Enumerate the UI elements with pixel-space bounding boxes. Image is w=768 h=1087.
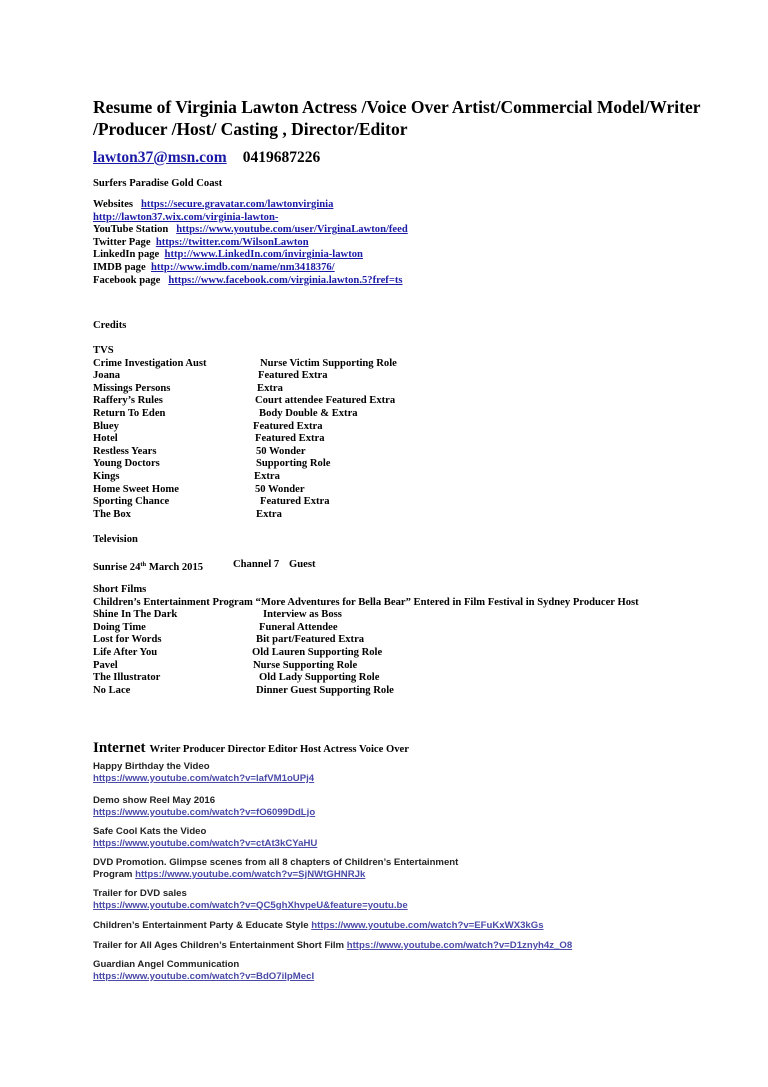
video-item [93,888,408,911]
credit-role: Court attendee Featured Extra [255,395,396,407]
film-row [93,634,639,647]
feature-line: Children’s Entertainment Program “More Adventures for Bella Bear” Entered in Film Festival in Sydney Producer Host [93,596,639,608]
credit-title: Home Sweet Home [93,483,179,495]
video-link[interactable]: https://www.youtube.com/watch?v=lafVM1oUPj4 [93,772,315,784]
gravatar-link[interactable]: https://secure.gravatar.com/lawtonvirginia [140,199,334,210]
video-item-inline [93,940,572,952]
video-item [93,795,315,818]
phone-number: 0419687226 [242,149,321,166]
credit-role: Featured Extra [260,496,330,508]
credit-role: Body Double & Extra [259,407,358,419]
credit-title: Sporting Chance [93,496,170,508]
credit-row [93,445,306,459]
credit-role: Nurse Victim Supporting Role [260,357,397,369]
tvs-section [93,345,397,521]
video-link[interactable]: https://www.youtube.com/watch?v=QC5ghXhvpeU&feature=youtu.be [93,899,408,911]
film-row [93,609,639,622]
facebook-link[interactable]: https://www.facebook.com/virginia.lawton.5?fref=ts [168,274,403,286]
film-role: Old Lauren Supporting Role [252,646,383,658]
video-item [93,826,317,849]
credit-role: Supporting Role [256,458,331,470]
credit-role: Featured Extra [258,370,328,382]
video-title: Trailer for All Ages Children’s Entertainment Short Film [93,940,345,951]
video-prefix: Program [93,868,133,880]
credit-row [93,370,328,383]
television-role: Guest [289,559,316,570]
video-title: Trailer for DVD sales [93,888,187,899]
credit-title: Restless Years [93,445,157,457]
linkedin-link[interactable]: http://www.LinkedIn.com/invirginia-lawton [164,249,363,261]
websites-list [93,199,408,287]
film-title: No Lace [93,684,131,696]
linkedin-label: LinkedIn page [93,249,160,261]
credit-row [93,382,283,396]
television-show: Sunrise 24 [93,562,141,573]
credit-row [93,357,397,371]
credit-row [93,470,280,484]
film-title: The Illustrator [93,672,161,684]
short-films-section [93,584,639,697]
video-item [93,857,458,880]
television-date: March 2015 [146,562,204,573]
twitter-link[interactable]: https://twitter.com/WilsonLawton [155,236,309,248]
credit-title: Young Doctors [93,458,160,470]
television-channel: Channel 7 [233,559,280,570]
video-link[interactable]: https://www.youtube.com/watch?v=EFuKxWX3kGs [311,920,544,931]
credit-title: Return To Eden [93,407,166,419]
video-title: Safe Cool Kats the Video [93,826,207,837]
facebook-label: Facebook page [93,274,161,286]
film-role: Old Lady Supporting Role [259,672,380,684]
film-role: Bit part/Featured Extra [256,634,365,646]
imdb-label: IMDB page [93,261,146,273]
film-role: Nurse Supporting Role [253,659,358,671]
film-row [93,685,639,698]
internet-subheading: Writer Producer Director Editor Host Actress Voice Over [149,744,409,755]
credit-role: Featured Extra [253,420,323,432]
short-films-heading: Short Films [93,584,147,595]
credit-title: Kings [93,470,120,482]
video-link[interactable]: https://www.youtube.com/watch?v=fO6099DdLjo [93,806,316,818]
credit-row [93,420,323,434]
video-title: Happy Birthday the Video [93,761,210,772]
imdb-link[interactable]: http://www.imdb.com/name/nm3418376/ [150,261,335,273]
twitter-label: Twitter Page [93,236,151,248]
video-title: Children’s Entertainment Party & Educate Style [93,920,309,931]
credit-title: Raffery’s Rules [93,395,163,407]
contact-line [93,149,320,167]
credits-heading: Credits [93,320,127,331]
film-title: Lost for Words [93,634,162,646]
credit-role: 50 Wonder [256,445,306,457]
internet-heading-line [93,739,409,757]
video-link[interactable]: https://www.youtube.com/watch?v=SjNWtGHNRJk [135,868,366,880]
film-title: Life After You [93,646,158,658]
film-role: Dinner Guest Supporting Role [256,684,394,696]
video-title: Guardian Angel Communication [93,959,240,970]
credit-row [93,407,358,421]
film-title: Pavel [93,659,118,671]
credit-row [93,433,325,446]
credit-role: Extra [257,382,283,394]
credit-title: Joana [93,370,121,382]
credit-row [93,395,396,408]
internet-heading: Internet [93,740,146,756]
credit-row [93,508,282,522]
video-link[interactable]: https://www.youtube.com/watch?v=ctAt3kCYaHU [93,837,318,849]
page-title: Resume of Virginia Lawton Actress /Voice Over Artist/Commercial Model/Writer /Producer /Host/ Casting , Director/Editor [93,97,701,139]
video-link[interactable]: https://www.youtube.com/watch?v=D1znyh4z_O8 [346,940,573,951]
credit-title: The Box [93,508,131,520]
film-role: Interview as Boss [263,609,342,621]
youtube-station-link[interactable]: https://www.youtube.com/user/VirginaLawton/feed [176,224,408,236]
video-title: DVD Promotion. Glimpse scenes from all 8 chapters of Children’s Entertainment [93,857,459,868]
television-heading: Television [93,534,138,545]
credit-row [93,483,305,497]
film-row [93,647,639,660]
credit-role: Extra [254,470,280,482]
video-link[interactable]: https://www.youtube.com/watch?v=BdO7ilpMecI [93,970,315,982]
video-item-inline [93,920,544,932]
credit-title: Missings Persons [93,382,171,394]
video-title: Demo show Reel May 2016 [93,795,216,806]
credit-role: Featured Extra [255,433,325,445]
credit-title: Hotel [93,433,118,445]
credit-role: Extra [256,508,282,520]
credit-title: Bluey [93,420,119,432]
websites-label: Websites [93,199,134,210]
youtube-label: YouTube Station [93,224,169,236]
credit-row [93,458,331,471]
film-role: Funeral Attendee [259,621,338,633]
film-row [93,660,639,673]
video-item [93,761,314,784]
email-link[interactable]: lawton37@msn.com [93,149,227,166]
video-item [93,959,314,982]
location: Surfers Paradise Gold Coast [93,178,223,189]
film-row [93,622,639,635]
tvs-heading: TVS [93,345,114,356]
date-suffix: th [140,561,147,568]
television-row [93,559,316,573]
film-title: Doing Time [93,621,146,633]
credit-row [93,496,330,509]
film-row [93,672,639,685]
wix-link[interactable]: http://lawton37.wix.com/virginia-lawton- [93,211,279,223]
credit-title: Crime Investigation Aust [93,357,207,369]
credit-role: 50 Wonder [255,483,305,495]
film-title: Shine In The Dark [93,609,178,621]
